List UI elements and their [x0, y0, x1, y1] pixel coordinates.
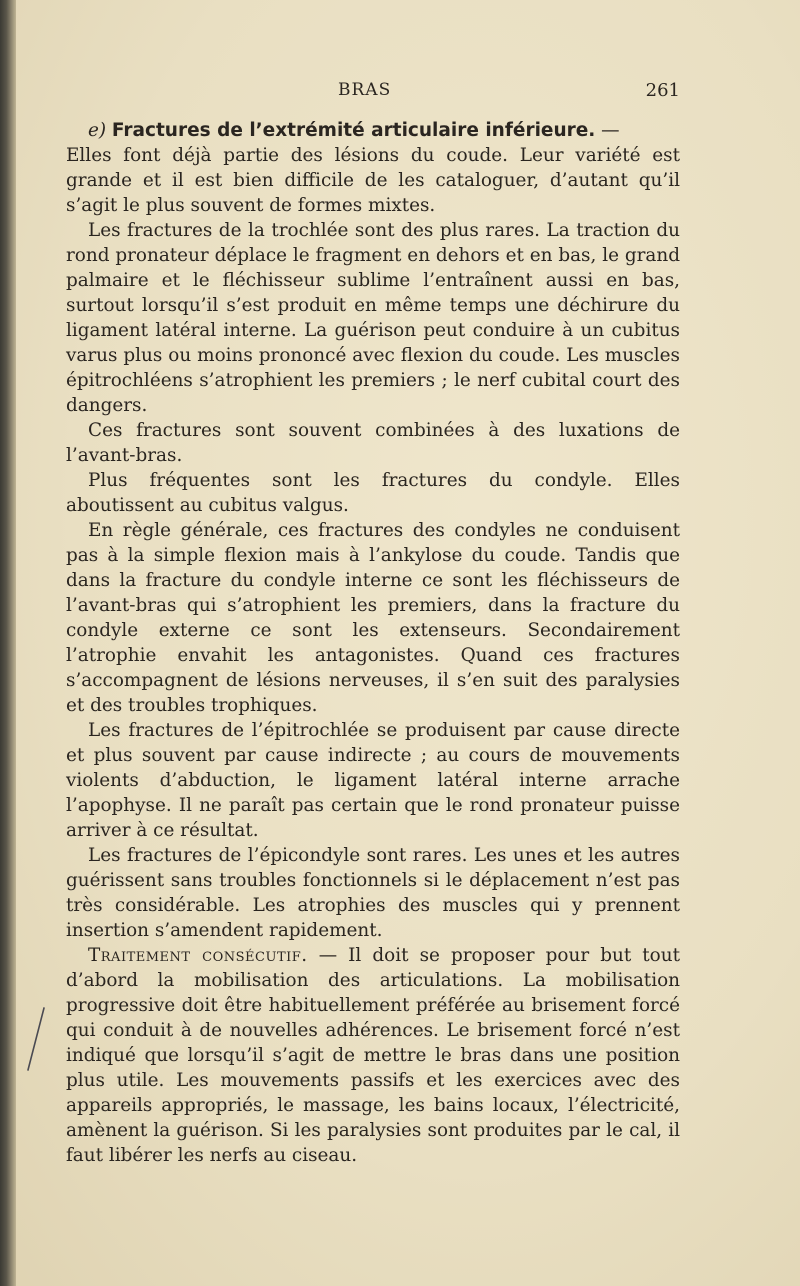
page-header	[68, 80, 680, 106]
paragraph-1: Elles font déjà partie des lésions du coude. Leur variété est grande et il est bien difficile de les cataloguer, d’autant qu’il s’agit le plus souvent de formes mixtes.	[66, 145, 680, 216]
page-number: 261	[645, 80, 680, 101]
section-letter: e)	[88, 120, 107, 141]
section-dash: —	[595, 120, 620, 141]
treatment-text: — Il doit se proposer pour but tout d’abord la mobilisation des articulations. La mobilisation progressive doit être habituellement préférée au brisement forcé qui conduit à de nouvelles adhérences. Le brisement forcé n’est indiqué que lorsqu’il s’agit de mettre le bras dans une position plus utile. Les mouvements passifs et les exercices avec des appareils appropriés, le massage, les bains locaux, l’électricité, amènent la guérison. Si les paralysies sont produites par le cal, il faut libérer les nerfs au ciseau.	[66, 945, 680, 1166]
paragraph-3: Ces fractures sont souvent combinées à des luxations de l’avant-bras.	[66, 420, 680, 466]
section-title: Fractures de l’extrémité articulaire inférieure.	[111, 120, 596, 141]
paragraph-4: Plus fréquentes sont les fractures du condyle. Elles aboutissent au cubitus valgus.	[66, 470, 680, 516]
margin-pencil-mark	[22, 1004, 52, 1074]
section-heading-paragraph	[66, 118, 680, 143]
treatment-paragraph	[66, 943, 680, 1168]
body-text	[66, 118, 680, 1168]
paragraph-2: Les fractures de la trochlée sont des plus rares. La traction du rond pronateur déplace le fragment en dehors et en bas, le grand palmaire et le fléchisseur sublime l’entraînent aussi en bas, surtout lorsqu’il s’est produit en même temps une déchirure du ligament latéral interne. La guérison peut conduire à un cubitus varus plus ou moins prononcé avec flexion du coude. Les muscles épitrochléens s’atrophient les premiers ; le nerf cubital court des dangers.	[66, 220, 680, 416]
paragraph-7: Les fractures de l’épicondyle sont rares. Les unes et les autres guérissent sans troubles fonctionnels si le déplacement n’est pas très considérable. Les atrophies des muscles qui y prennent insertion s’amendent rapidement.	[66, 845, 680, 941]
paragraph-6: Les fractures de l’épitrochlée se produisent par cause directe et plus souvent par cause indirecte ; au cours de mouvements violents d’abduction, le ligament latéral interne arrache l’apophyse. Il ne paraît pas certain que le rond pronateur puisse arriver à ce résultat.	[66, 720, 680, 841]
paragraph-5: En règle générale, ces fractures des condyles ne conduisent pas à la simple flexion mais à l’ankylose du coude. Tandis que dans la fracture du condyle interne ce sont les fléchisseurs de l’avant-bras qui s’atrophient les premiers, dans la fracture du condyle externe ce sont les extenseurs. Secondairement l’atrophie envahit les antagonistes. Quand ces fractures s’accompagnent de lésions nerveuses, il s’en suit des paralysies et des troubles trophiques.	[66, 520, 680, 716]
running-head: BRAS	[338, 80, 392, 100]
treatment-label: Traitement consécutif.	[88, 945, 308, 966]
book-spine-edge	[0, 0, 16, 1286]
